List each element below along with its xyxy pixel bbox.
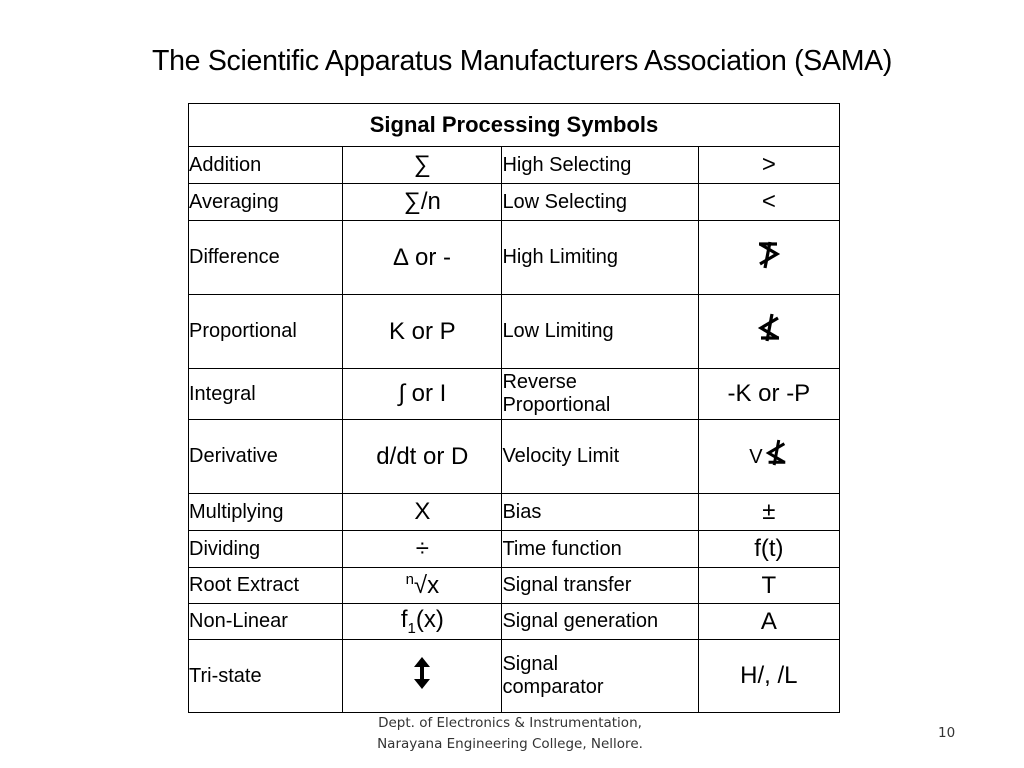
function-name: Tri-state [189,640,343,713]
function-name: Non-Linear [189,604,343,640]
function-name: Averaging [189,184,343,221]
function-name: Low Selecting [502,184,698,221]
function-name: Bias [502,494,698,531]
function-name-line: Reverse [502,371,577,393]
table-row [189,221,840,295]
function-name: Signal transfer [502,568,698,604]
function-symbol: -K or -P [698,369,839,420]
page-number: 10 [938,725,956,741]
tri-state-arrow-icon [412,656,432,690]
velocity-limit-icon [763,437,789,469]
function-name: Low Limiting [502,295,698,369]
function-symbol: X [343,494,502,531]
function-symbol: ∑ [343,147,502,184]
function-subscript: 1 [407,619,416,637]
function-symbol: ∫ or I [343,369,502,420]
function-name: Addition [189,147,343,184]
table-row [189,147,840,184]
function-symbol: K or P [343,295,502,369]
table-row [189,568,840,604]
function-name: Dividing [189,531,343,568]
function-symbol: √x [413,572,440,599]
signal-processing-table [188,103,840,713]
high-limit-icon [755,237,783,271]
function-symbol: f(t) [698,531,839,568]
table-header-row [189,104,840,147]
function-name: Velocity Limit [502,420,698,494]
table-row [189,531,840,568]
function-base: f [400,606,408,634]
function-name: Difference [189,221,343,295]
velocity-prefix: V [749,446,763,468]
function-symbol: ± [698,494,839,531]
function-symbol: T [698,568,839,604]
slide-title: The Scientific Apparatus Manufacturers Association (SAMA) [152,45,893,77]
function-name-line: Proportional [502,394,611,416]
table-row [189,295,840,369]
function-symbol: ∆ or - [343,221,502,295]
footer-department [352,713,668,755]
low-limit-icon [755,311,783,345]
table-row [189,184,840,221]
table-header: Signal Processing Symbols [189,104,840,147]
function-symbol: < [698,184,839,221]
table-row [189,604,840,640]
function-symbol: > [698,147,839,184]
function-name: Multiplying [189,494,343,531]
function-name: High Limiting [502,221,698,295]
function-name-line: comparator [502,676,604,698]
function-name: High Selecting [502,147,698,184]
function-name: Root Extract [189,568,343,604]
table-row [189,640,840,713]
function-symbol: H/, /L [698,640,839,713]
function-name: Derivative [189,420,343,494]
function-name: Signal generation [502,604,698,640]
table-row [189,420,840,494]
function-symbol: d/dt or D [343,420,502,494]
function-symbol: ÷ [343,531,502,568]
root-index: n [405,571,414,588]
function-name: Proportional [189,295,343,369]
table-row [189,369,840,420]
function-name: Time function [502,531,698,568]
function-symbol: A [698,604,839,640]
function-name-line: Signal [502,653,559,675]
function-name: Integral [189,369,343,420]
function-symbol: (x) [415,606,444,634]
table-row [189,494,840,531]
function-symbol: ∑/n [343,184,502,221]
footer-line: Narayana Engineering College, Nellore. [377,736,643,752]
footer-line: Dept. of Electronics & Instrumentation, [378,715,642,731]
